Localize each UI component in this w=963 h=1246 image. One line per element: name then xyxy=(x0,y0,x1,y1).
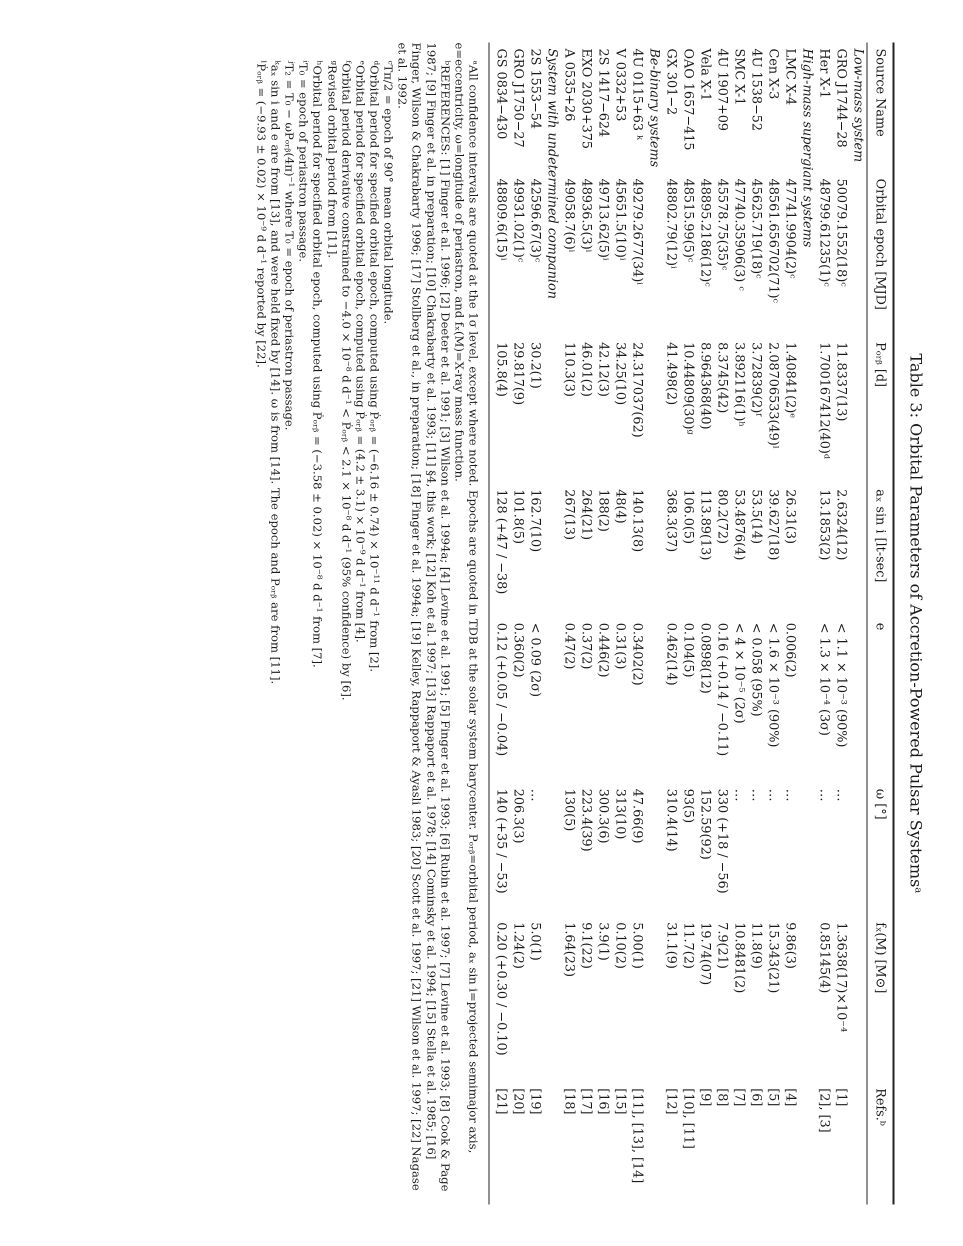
table-cell: [18] xyxy=(561,1087,576,1114)
table-cell: 41.498(2) xyxy=(663,341,678,405)
table-cell: 267(13) xyxy=(561,488,576,540)
group-row xyxy=(543,42,560,1204)
table-cell: [10], [11] xyxy=(680,1087,695,1149)
table-row xyxy=(713,42,730,1204)
table-row xyxy=(764,42,781,1204)
table-row xyxy=(611,42,628,1204)
table-cell: 19.74(07) xyxy=(697,921,712,985)
table-cell: 368.3(37) xyxy=(663,488,678,552)
table-cell: 47.66(9) xyxy=(629,788,644,843)
table-cell: [17] xyxy=(578,1087,593,1114)
table-cell: 140.13(8) xyxy=(629,488,644,552)
group-row xyxy=(849,42,867,1204)
table-cell: 9.86(3) xyxy=(782,921,797,969)
table-cell: … xyxy=(731,788,746,802)
table-cell: 4U 1538−52 xyxy=(748,48,763,131)
table-cell: Her X-1 xyxy=(816,48,831,99)
table-cell: 0.20 (+0.30 / −0.10) xyxy=(489,916,510,1082)
table-footnote: ˡṖₒᵣᵦ = (−9.93 ± 0.02) × 10⁻⁹ d d⁻¹ reported by [22]. xyxy=(253,60,268,368)
table-cell: 0.3402(2) xyxy=(629,622,644,686)
table-cell: GX 301−2 xyxy=(663,48,678,115)
table-cell: 8.3745(42) xyxy=(714,341,729,413)
table-cell: [12] xyxy=(663,1087,678,1114)
table-cell: 4U 1907+09 xyxy=(714,48,729,131)
table-cell: [4] xyxy=(782,1087,797,1106)
table-cell: GRO J1744−28 xyxy=(833,48,848,148)
table-cell: [6] xyxy=(748,1087,763,1106)
table-row xyxy=(628,42,645,1204)
table-row xyxy=(781,42,798,1204)
table-cell: [20] xyxy=(510,1087,525,1114)
table-cell: 3.9(1) xyxy=(595,921,610,961)
table-cell: 0.16 (+0.14 / −0.11) xyxy=(714,622,729,756)
table-cell: 5.0(1) xyxy=(527,921,542,961)
table-body xyxy=(489,42,867,1204)
table-cell: [7] xyxy=(731,1087,746,1106)
table-cell: 300.3(6) xyxy=(595,788,610,843)
table-cell: 48895.2186(12)ᶜ xyxy=(697,178,712,287)
column-header: fₓ(M) [M⊙] xyxy=(867,916,893,1082)
table-cell: 47741.9904(2)ᶜ xyxy=(782,178,797,279)
column-header: Source Name xyxy=(867,42,893,172)
table-cell: 48515.99(5)ᶜ xyxy=(680,178,695,262)
table-cell: 5.00(1) xyxy=(629,921,644,969)
table-cell: 106.0(5) xyxy=(680,488,695,544)
table-cell: 2S 1553−54 xyxy=(527,48,542,129)
table-cell: 0.006(2) xyxy=(782,622,797,677)
table-cell: 0.10(2) xyxy=(612,921,627,969)
table-cell: [5] xyxy=(765,1087,780,1106)
group-title: Be-binary systems xyxy=(646,48,661,167)
table-row xyxy=(815,42,832,1204)
table-cell: 46.01(2) xyxy=(578,341,593,397)
group-title: System with undetermined companion xyxy=(544,48,559,299)
table-cell: 48(4) xyxy=(612,488,627,524)
table-row xyxy=(679,42,696,1204)
table-row xyxy=(696,42,713,1204)
table-footnote: ʰOrbital period for specified orbital epoch, computed using Ṗₒᵣᵦ = (−3.58 ± 0.02) × 10⁻⁸ d d⁻¹ from [7]. xyxy=(310,60,325,668)
table-cell: 48809.6(15)ⁱ xyxy=(489,172,510,336)
table-row xyxy=(594,42,611,1204)
orbital-parameters-table xyxy=(488,42,894,1204)
table-cell: 0.12 (+0.05 / −0.04) xyxy=(489,616,510,782)
column-header: Refs.ᵇ xyxy=(867,1082,893,1204)
table-cell: 48799.61235(1)ᶜ xyxy=(816,178,831,287)
column-header: e xyxy=(867,616,893,782)
table-caption: Table 3: Orbital Parameters of Accretion-Powered Pulsar Systemsᵃ xyxy=(906,353,925,893)
table-cell: … xyxy=(748,788,763,802)
table-footnote: ⁱT₀ = epoch of periastron passage. xyxy=(296,60,311,262)
table-cell: 42.12(3) xyxy=(595,341,610,397)
table-row xyxy=(560,42,577,1204)
table-cell: < 1.6 × 10⁻³ (90%) xyxy=(765,622,780,747)
table-cell: 2S 1417−624 xyxy=(595,48,610,137)
table-cell: … xyxy=(782,788,797,802)
table-cell: Cen X-3 xyxy=(765,48,780,99)
table-cell: 48936.5(3)ⁱ xyxy=(578,178,593,252)
table-cell: … xyxy=(833,788,848,802)
table-cell: … xyxy=(527,788,542,802)
table-cell: 29.817(9) xyxy=(510,341,525,405)
table-row xyxy=(662,42,679,1204)
column-header: Orbital epoch [MJD] xyxy=(867,172,893,336)
table-cell: [16] xyxy=(595,1087,610,1114)
table-cell: 2.6324(12) xyxy=(833,488,848,560)
table-cell: 49058.7(6)ⁱ xyxy=(561,178,576,252)
table-cell: < 0.058 (95%) xyxy=(748,622,763,717)
table-cell: 42596.67(3)ᶜ xyxy=(527,178,542,262)
table-row xyxy=(577,42,594,1204)
table-cell: 1.40841(2)ᵉ xyxy=(782,341,797,418)
table-cell: 188(2) xyxy=(595,488,610,532)
table-cell: < 4 × 10⁻⁵ (2σ) xyxy=(731,622,746,724)
table-footnote: ᶜTπ/2 = epoch of 90° mean orbital longitude. xyxy=(381,60,396,324)
table-cell: 0.104(5) xyxy=(680,622,695,677)
table-cell: V 0332+53 xyxy=(612,48,627,121)
table-cell: 0.462(14) xyxy=(663,622,678,686)
group-row xyxy=(645,42,662,1204)
table-cell: 3.72839(2)ᶠ xyxy=(748,341,763,416)
table-notes xyxy=(254,42,480,1204)
table-cell: 0.446(2) xyxy=(595,622,610,677)
table-cell: [15] xyxy=(612,1087,627,1114)
table-cell: 152.59(92) xyxy=(697,788,712,860)
table-cell: 7.9(21) xyxy=(714,921,729,969)
table-row xyxy=(489,42,510,1204)
table-cell: 39.627(18) xyxy=(765,488,780,560)
table-cell: 1.3638(17)×10⁻⁴ xyxy=(833,921,848,1032)
table-cell: 101.8(5) xyxy=(510,488,525,544)
table-cell: 11.8337(13) xyxy=(833,341,848,421)
table-footnote: ᵇREFERENCES: [1] Finger et al. 1996; [2] Deeter et al. 1991; [3] Wilson et al. 1994a; [4] Levine et al. 1991; [5] Finger et al. 1993; [6] Rubin et al. 1997; [7] Levine et al. 1993; [8] Cook & Page 1987; [9] Finger et al. in preparation; [10] Chakrabarty et al. 1993; [11] §4, this work; [12] Koh et al. 1997; [13] Rappaport et al. 1978; [14] Cominsky et al. 1994; [15] Stella et al. 1985; [16] Finger, Wilson & Chakrabarty 1996; [17] Stollberg et al., in preparation; [18] Finger et al. 1994a; [19] Kelley, Rappaport & Ayasli 1983; [20] Scott et al. 1997; [21] Wilson et al. 1997; [22] Nagase et al. 1992. xyxy=(395,42,452,1191)
table-cell: 8.964368(40) xyxy=(697,341,712,429)
table-cell: 113.89(13) xyxy=(697,488,712,560)
table-cell: 48561.656702(71)ᶜ xyxy=(765,178,780,303)
table-cell: 49279.2677(34)ⁱ xyxy=(629,178,644,285)
table-row xyxy=(526,42,543,1204)
table-cell: 45625.719(18)ᶜ xyxy=(748,178,763,279)
table-cell: 1.700167412(40)ᵈ xyxy=(816,341,831,459)
table-cell: [8] xyxy=(714,1087,729,1106)
table-cell: 162.7(10) xyxy=(527,488,542,552)
table-cell: 313(10) xyxy=(612,788,627,839)
table-cell: 140 (+35 / −53) xyxy=(489,782,510,915)
table-footnote: ᵍRevised orbital period from [11]. xyxy=(324,60,339,258)
table-cell: 264(21) xyxy=(578,488,593,540)
group-title: Low-mass system xyxy=(850,48,865,162)
table-cell: 9.1(22) xyxy=(578,921,593,969)
table-cell: 0.31(3) xyxy=(612,622,627,669)
table-header-row xyxy=(867,42,893,1204)
table-cell: 3.892116(1)ʰ xyxy=(731,341,746,427)
table-cell: LMC X-4 xyxy=(782,48,797,105)
table-cell: 4U 0115+63 ᵏ xyxy=(629,48,644,140)
column-header: Pₒᵣᵦ [d] xyxy=(867,336,893,483)
table-cell: 1.24(2) xyxy=(510,921,525,969)
table-cell: 26.31(3) xyxy=(782,488,797,544)
table-cell: [11], [13], [14] xyxy=(629,1087,644,1183)
table-cell: [1] xyxy=(833,1087,848,1106)
table-cell: 45578.75(35)ᶜ xyxy=(714,178,729,270)
table-cell: 93(5) xyxy=(680,788,695,823)
table-cell: 53.4876(4) xyxy=(731,488,746,560)
table-cell: 11.8(9) xyxy=(748,921,763,969)
table-row xyxy=(509,42,526,1204)
table-footnote: ʲT₂ = T₀ − ωPₒᵣᵦ(4π)⁻¹ where T₀ = epoch of periastron passage. xyxy=(282,60,297,430)
table-cell: 310.4(14) xyxy=(663,788,678,852)
table-cell: 2.08706533(49)ˡ xyxy=(765,341,780,449)
table-row xyxy=(832,42,849,1204)
table-cell: [19] xyxy=(527,1087,542,1114)
table-cell: 0.47(2) xyxy=(561,622,576,669)
table-cell: [9] xyxy=(697,1087,712,1106)
table-cell: … xyxy=(765,788,780,802)
table-cell: 48802.79(12)ⁱ xyxy=(663,178,678,269)
table-cell: 50079.1552(18)ᶜ xyxy=(833,178,848,287)
table-footnote: ᵈOrbital period for specified orbital epoch, computed using Ṗₒᵣᵦ = (−6.16 ± 0.74) × 10⁻¹¹ d d⁻¹ from [2]. xyxy=(367,60,382,672)
table-cell: [21] xyxy=(489,1082,510,1204)
table-cell: A 0535+26 xyxy=(561,48,576,121)
table-cell: < 1.1 × 10⁻³ (90%) xyxy=(833,622,848,747)
table-cell: 45651.5(10)ⁱ xyxy=(612,178,627,260)
table-cell: 0.360(2) xyxy=(510,622,525,677)
table-cell: 105.8(4) xyxy=(489,336,510,483)
table-cell: [2], [3] xyxy=(816,1087,831,1133)
table-cell: 34.25(10) xyxy=(612,341,627,405)
table-cell: 10.44809(30)ᵍ xyxy=(680,341,695,435)
table-cell: 128 (+47 / −38) xyxy=(489,483,510,616)
table-footnote: ᶠOrbital period derivative constrained to −4.0 × 10⁻⁸ d d⁻¹ < Ṗₒᵣᵦ < 2.1 × 10⁻⁸ d d⁻¹ (95% confidence) by [6]. xyxy=(338,60,353,701)
table-cell: < 1.3 × 10⁻⁴ (3σ) xyxy=(816,622,831,736)
table-cell: 130(5) xyxy=(561,788,576,831)
table-cell: 53.5(14) xyxy=(748,488,763,544)
table-cell: 330 (+18 / −56) xyxy=(714,788,729,894)
table-cell: 206.3(3) xyxy=(510,788,525,843)
column-header: ω [°] xyxy=(867,782,893,915)
table-cell: Vela X-1 xyxy=(697,48,712,101)
table-footnote: ᵏaₓ sin i and e are from [13], and were held fixed by [14]. ω is from [14]. The epoch and Pₒᵣᵦ are from [11]. xyxy=(268,60,283,684)
table-cell: 49931.02(1)ᶜ xyxy=(510,178,525,262)
table-cell: GRO J1750−27 xyxy=(510,48,525,148)
table-cell: … xyxy=(816,788,831,802)
table-cell: 0.0898(12) xyxy=(697,622,712,694)
table-cell: 24.317037(62) xyxy=(629,341,644,438)
table-cell: 47740.35906(3) ᶜ xyxy=(731,178,746,291)
table-cell: 30.2(1) xyxy=(527,341,542,389)
table-cell: 223.4(39) xyxy=(578,788,593,852)
table-footnote: ᵉOrbital period for specified orbital epoch, computed using Ṗₒᵣᵦ = (4.2 ± 3.1) × 10⁻⁹ d d⁻¹ from [4]. xyxy=(352,60,367,643)
table-cell: 11.7(2) xyxy=(680,921,695,969)
table-row xyxy=(747,42,764,1204)
table-cell: < 0.09 (2σ) xyxy=(527,622,542,697)
table-row xyxy=(730,42,747,1204)
table-cell: 15.343(21) xyxy=(765,921,780,993)
column-header: aₓ sin i [lt-sec] xyxy=(867,483,893,616)
table-cell: 110.3(3) xyxy=(561,341,576,397)
table-cell: 0.37(2) xyxy=(578,622,593,669)
table-cell: OAO 1657−415 xyxy=(680,48,695,151)
table-cell: 0.85145(4) xyxy=(816,921,831,993)
table-cell: 80.2(72) xyxy=(714,488,729,544)
table-cell: GS 0834−430 xyxy=(489,42,510,172)
table-cell: 49713.62(5)ⁱ xyxy=(595,178,610,260)
table-cell: 1.64(23) xyxy=(561,921,576,977)
table-cell: 13.1853(2) xyxy=(816,488,831,560)
table-cell: 31.1(9) xyxy=(663,921,678,969)
table-footnote: ᵃAll confidence intervals are quoted at the 1σ level, except where noted. Epochs are quoted in TDB at the solar system barycenter. Pₒᵣᵦ=orbital period, aₓ sin i=projected semimajor axis, e=eccentricity, ω=longitude of periastron, and fₓ(M)=X-ray mass function. xyxy=(451,42,480,1153)
group-title: High-mass supergiant systems xyxy=(799,48,814,247)
table-cell: 10.8481(2) xyxy=(731,921,746,993)
group-row xyxy=(798,42,815,1204)
table-cell: EXO 2030+375 xyxy=(578,48,593,149)
table-cell: SMC X-1 xyxy=(731,48,746,105)
